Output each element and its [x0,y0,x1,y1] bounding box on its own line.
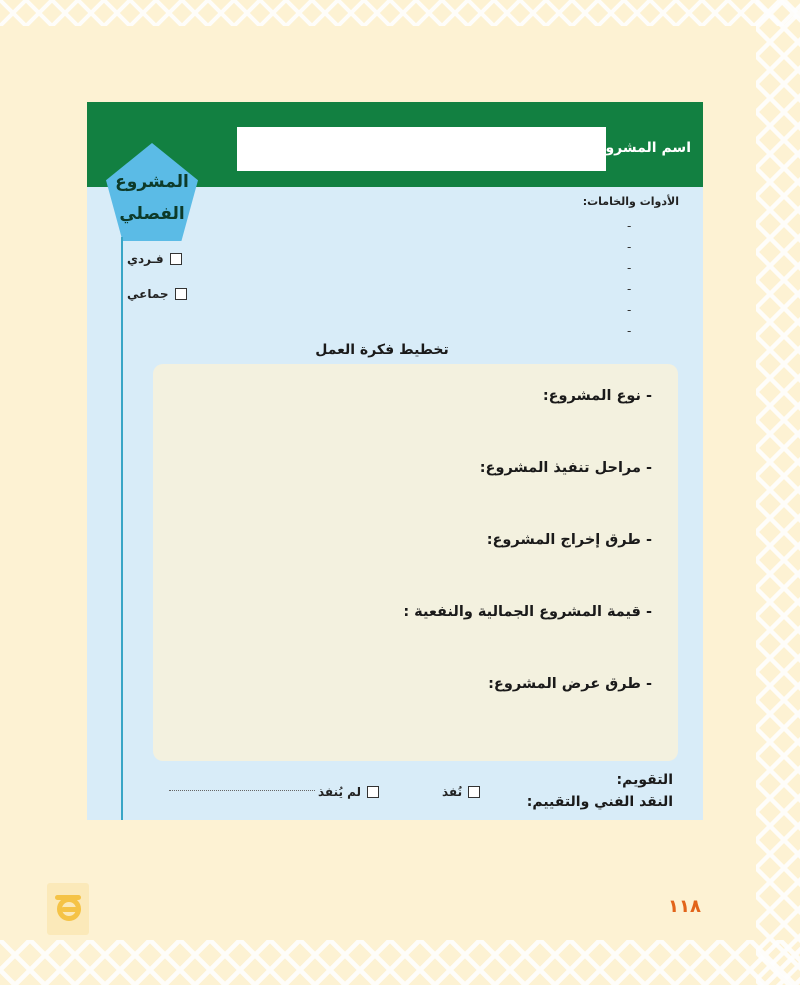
project-card [87,102,703,820]
decorative-border-right [756,0,800,985]
executed-option[interactable] [442,785,480,799]
project-name-field[interactable] [237,127,606,171]
not-executed-label: لم يُنفذ [318,785,362,799]
tools-item: - [627,261,632,275]
individual-option[interactable] [127,252,182,266]
badge-line1: المشروع [115,172,189,192]
critique-title: النقد الفني والتقييم: [526,794,673,810]
group-option[interactable] [127,287,187,301]
group-checkbox[interactable] [175,288,187,300]
not-executed-checkbox[interactable] [367,786,379,798]
tools-item: - [627,240,632,254]
individual-label: فـردي [127,252,164,266]
project-name-label: اسم المشروع [595,140,691,156]
logo-bar-icon [55,895,81,900]
executed-label: نُفذ [442,785,463,799]
planning-item-value: - قيمة المشروع الجمالية والنفعية : [403,604,652,620]
vertical-divider [121,237,123,820]
individual-checkbox[interactable] [170,253,182,265]
tools-item: - [627,282,632,296]
planning-title: تخطيط فكرة العمل [315,342,449,358]
logo-bar-icon [61,907,81,912]
planning-item-display: - طرق عرض المشروع: [488,676,652,692]
planning-item-stages: - مراحل تنفيذ المشروع: [479,460,652,476]
decorative-border-bottom [0,940,800,985]
tools-item: - [627,219,632,233]
tools-item: - [627,303,632,317]
tools-item: - [627,324,632,338]
evaluation-title: التقويم: [616,772,673,788]
dotted-line [169,790,315,791]
not-executed-option[interactable] [318,785,379,799]
tools-title: الأدوات والخامات: [582,195,679,208]
executed-checkbox[interactable] [468,786,480,798]
planning-item-type: - نوع المشروع: [542,388,652,404]
planning-item-output: - طرق إخراج المشروع: [486,532,652,548]
group-label: جماعي [127,287,169,301]
decorative-border-top [0,0,800,26]
publisher-logo [47,883,89,935]
page-number: ١١٨ [668,896,701,917]
planning-box [153,364,678,761]
badge-line2: الفصلي [119,204,185,224]
